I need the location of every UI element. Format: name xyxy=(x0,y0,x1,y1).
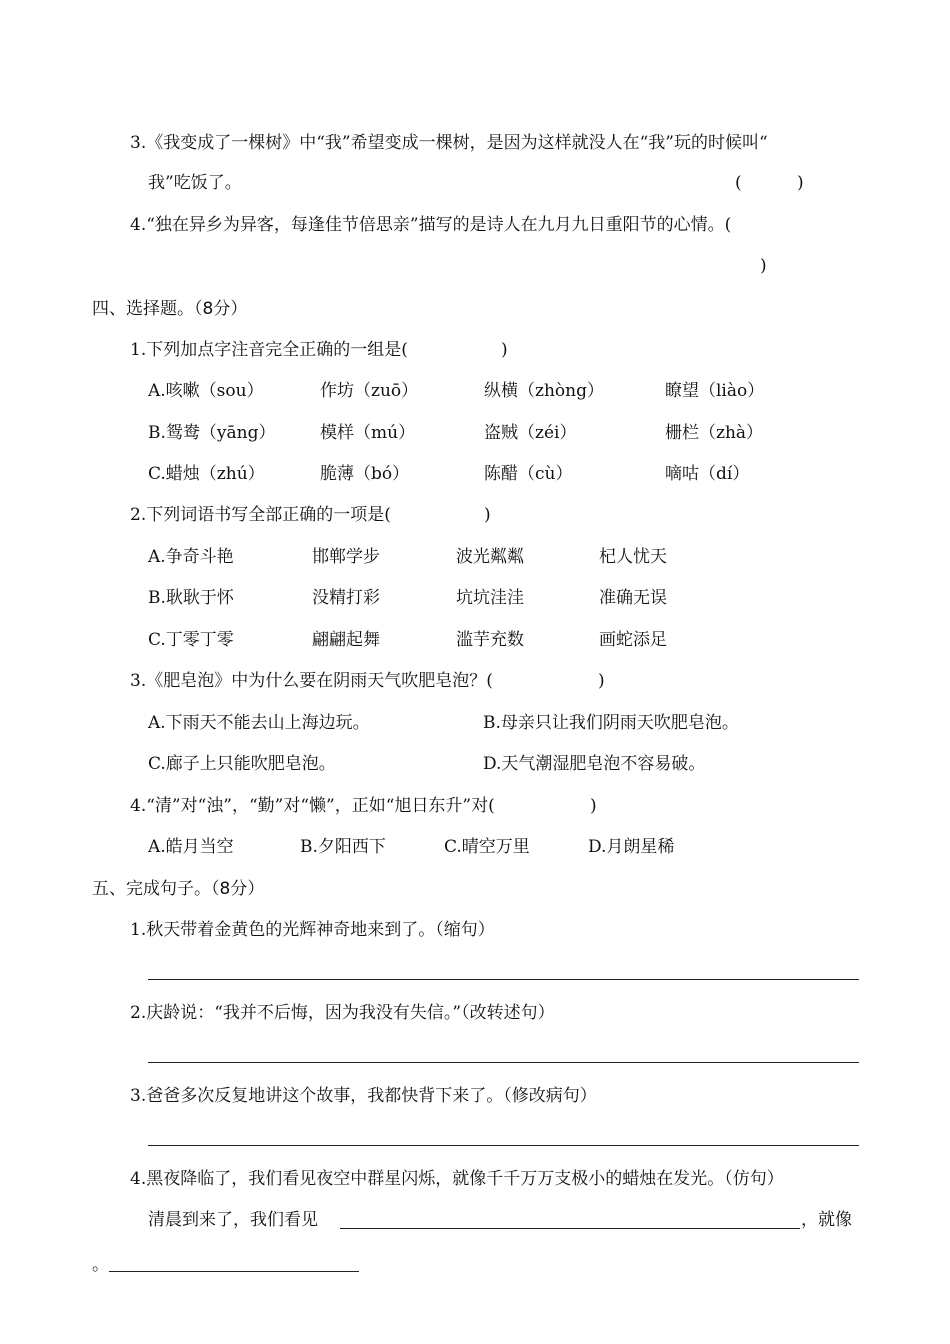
judge-q4-answer-close[interactable]: ) xyxy=(760,256,767,276)
sentence-q2: 2.庆龄说：“我并不后悔，因为我没有失信。”（改转述句） xyxy=(130,1003,555,1023)
choice-q2-word: 邯郸学步 xyxy=(312,547,380,567)
choice-q1-word: 栅栏（zhà） xyxy=(665,423,764,443)
sentence-q4-line2-start: 清晨到来了，我们看见 xyxy=(148,1210,318,1230)
choice-q2-word: 坑坑洼洼 xyxy=(456,588,524,608)
choice-q2-word: 杞人忧天 xyxy=(599,547,667,567)
sentence-q4-line2-end: ，就像 xyxy=(801,1210,852,1230)
choice-q2-word: 滥芋充数 xyxy=(456,630,524,650)
choice-q1-word: 纵横（zhòng） xyxy=(484,381,604,401)
choice-q2-word: 翩翩起舞 xyxy=(312,630,380,650)
choice-q3-answer-close[interactable]: ) xyxy=(598,671,605,691)
sentence-q3-answer-line[interactable] xyxy=(148,1145,859,1146)
judge-q3-line1: 3.《我变成了一棵树》中“我”希望变成一棵树，是因为这样就没人在“我”玩的时候叫“ xyxy=(130,133,768,153)
sentence-q1: 1.秋天带着金黄色的光辉神奇地来到了。（缩句） xyxy=(130,920,495,940)
sentence-q4-blank-2[interactable] xyxy=(109,1271,359,1272)
choice-q1-word: 作坊（zuō） xyxy=(320,381,419,401)
choice-q3-stem: 3.《肥皂泡》中为什么要在阴雨天气吹肥皂泡？( xyxy=(130,671,493,691)
choice-q1-option[interactable]: B.鸳鸯（yāng） xyxy=(148,423,276,443)
judge-q4-line1: 4.“独在异乡为异客，每逢佳节倍思亲”描写的是诗人在九月九日重阳节的心情。( xyxy=(130,215,732,235)
sentence-q4-line3-start: 。 xyxy=(92,1255,109,1275)
sentence-q4-blank-1[interactable] xyxy=(340,1228,800,1229)
choice-q1-word: 瞭望（liào） xyxy=(665,381,765,401)
choice-q4-answer-close[interactable]: ) xyxy=(590,796,597,816)
choice-q3-option-c[interactable]: C.廊子上只能吹肥皂泡。 xyxy=(148,754,336,774)
choice-q4-option-b[interactable]: B.夕阳西下 xyxy=(300,837,386,857)
choice-q2-option[interactable]: A.争奇斗艳 xyxy=(148,547,234,567)
choice-q2-option[interactable]: B.耿耿于怀 xyxy=(148,588,234,608)
choice-q2-word: 没精打彩 xyxy=(312,588,380,608)
choice-q3-option-d[interactable]: D.天气潮湿肥皂泡不容易破。 xyxy=(483,754,706,774)
choice-q2-stem: 2.下列词语书写全部正确的一项是( xyxy=(130,505,391,525)
judge-q3-answer-close: ) xyxy=(797,173,804,193)
judge-q3-line2: 我”吃饭了。 xyxy=(148,173,242,193)
section5-heading: 五、完成句子。（8分） xyxy=(92,879,265,899)
section4-heading: 四、选择题。（8分） xyxy=(92,299,248,319)
choice-q1-word: 嘀咕（dí） xyxy=(665,464,750,484)
choice-q4-stem: 4.“清”对“浊”，“勤”对“懒”，正如“旭日东升”对( xyxy=(130,796,495,816)
sentence-q4: 4.黑夜降临了，我们看见夜空中群星闪烁，就像千千万万支极小的蜡烛在发光。（仿句） xyxy=(130,1169,784,1189)
choice-q1-word: 盗贼（zéi） xyxy=(484,423,577,443)
sentence-q2-answer-line[interactable] xyxy=(148,1062,859,1063)
choice-q4-option-c[interactable]: C.晴空万里 xyxy=(444,837,530,857)
sentence-q1-answer-line[interactable] xyxy=(148,979,859,980)
choice-q3-option-b[interactable]: B.母亲只让我们阴雨天吹肥皂泡。 xyxy=(483,713,739,733)
choice-q2-word: 波光粼粼 xyxy=(456,547,524,567)
choice-q2-word: 画蛇添足 xyxy=(599,630,667,650)
choice-q1-stem: 1.下列加点字注音完全正确的一组是( xyxy=(130,340,408,360)
choice-q2-option[interactable]: C.丁零丁零 xyxy=(148,630,234,650)
choice-q1-option[interactable]: A.咳嗽（sou） xyxy=(148,381,264,401)
choice-q2-answer-close[interactable]: ) xyxy=(484,505,491,525)
choice-q3-option-a[interactable]: A.下雨天不能去山上海边玩。 xyxy=(148,713,370,733)
choice-q1-word: 陈醋（cù） xyxy=(484,464,573,484)
sentence-q3: 3.爸爸多次反复地讲这个故事，我都快背下来了。（修改病句） xyxy=(130,1086,597,1106)
choice-q2-word: 准确无误 xyxy=(599,588,667,608)
choice-q1-option[interactable]: C.蜡烛（zhú） xyxy=(148,464,265,484)
judge-q3-answer-open[interactable]: ( xyxy=(735,173,742,193)
choice-q1-word: 模样（mú） xyxy=(320,423,416,443)
choice-q4-option-d[interactable]: D.月朗星稀 xyxy=(588,837,675,857)
choice-q1-word: 脆薄（bó） xyxy=(320,464,410,484)
choice-q1-answer-close[interactable]: ) xyxy=(501,340,508,360)
choice-q4-option-a[interactable]: A.皓月当空 xyxy=(148,837,234,857)
